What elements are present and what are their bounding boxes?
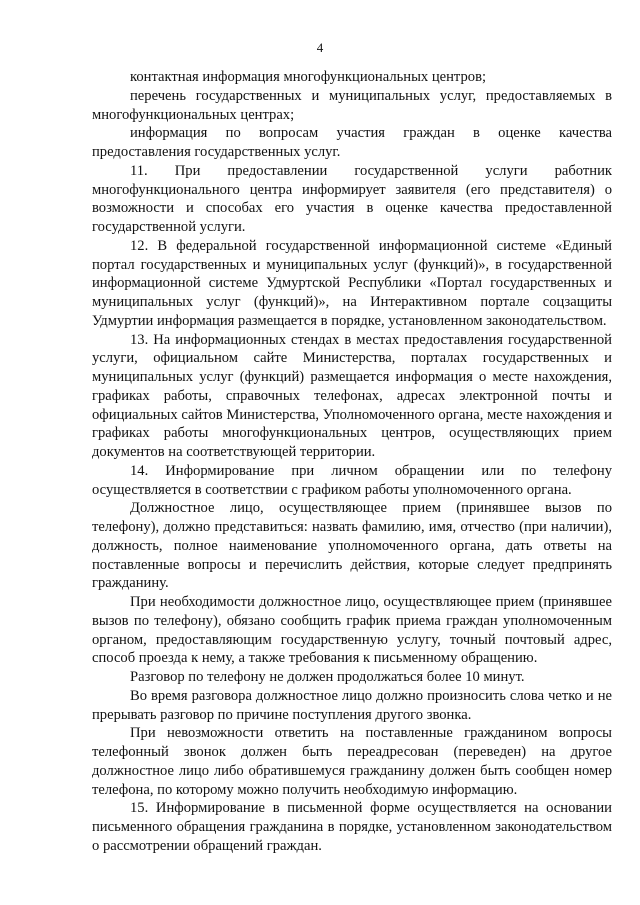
paragraph: информация по вопросам участия граждан в оценке качества предоставления государственных услуг. — [92, 125, 612, 160]
paragraph-item-14: 14. Информирование при личном обращении или по телефону осуществляется в соответствии с графиком работы уполномоченного органа. — [92, 462, 612, 498]
paragraph: При невозможности ответить на поставленные гражданином вопросы телефонный звонок должен быть переадресован (переведен) на другое должностное лицо либо обратившемуся гражданину должен быть сообщен номер телефона, по которому можно получить необходимую информацию. — [92, 725, 612, 798]
paragraph: перечень государственных и муниципальных услуг, предоставляемых в многофункциональных центрах; — [92, 87, 612, 123]
paragraph: Разговор по телефону не должен продолжаться более 10 минут. — [130, 669, 525, 685]
paragraph: При необходимости должностное лицо, осуществляющее прием (принявшее вызов по телефону), обязано сообщить график приема граждан уполномоченным органом, предоставляющим государственную услугу, точный почтовый адрес, способ проезда к нему, а также требования к письменному обращению. — [92, 594, 612, 667]
paragraph: Во время разговора должностное лицо должно произносить слова четко и не прерывать разговор по причине поступления другого звонка. — [92, 687, 612, 723]
paragraph: контактная информация многофункциональных центров; — [130, 69, 487, 85]
paragraph-item-15: 15. Информирование в письменной форме осуществляется на основании письменного обращения гражданина в порядке, установленном законодательством о рассмотрении обращений граждан. — [92, 800, 612, 854]
paragraph-item-13: 13. На информационных стендах в местах предоставления государственной услуги, официальном сайте Министерства, порталах государственных и муниципальных услуг (функций) размещается информация о месте нахождения, графиках работы, справочных телефонах, адресах электронной почты и официальных сайтов Министерства, Уполномоченного органа, месте нахождения и графиках работы многофункциональных центров, осуществляющих прием документов на соответствующей территории. — [92, 331, 612, 460]
document-body — [92, 68, 612, 856]
paragraph-item-11: 11. При предоставлении государственной услуги работник многофункционального центра информирует заявителя (его представителя) о возможности и способах его участия в оценке качества предоставленной государственной услуги. — [92, 162, 612, 235]
page-number: 4 — [316, 40, 324, 55]
paragraph: Должностное лицо, осуществляющее прием (принявшее вызов по телефону), должно представиться: назвать фамилию, имя, отчество (при наличии), должность, полное наименование уполномоченного органа, дать ответы на поставленные вопросы и перечислить действия, которые следует предпринять гражданину. — [92, 500, 612, 592]
paragraph-item-12: 12. В федеральной государственной информационной системе «Единый портал государственных и муниципальных услуг (функций)», в государственной информационной системе Удмуртской Республики «Портал государственных и муниципальных услуг (функций)», на Интерактивном портале соцзащиты Удмуртии информация размещается в порядке, установленном законодательством. — [92, 237, 612, 329]
